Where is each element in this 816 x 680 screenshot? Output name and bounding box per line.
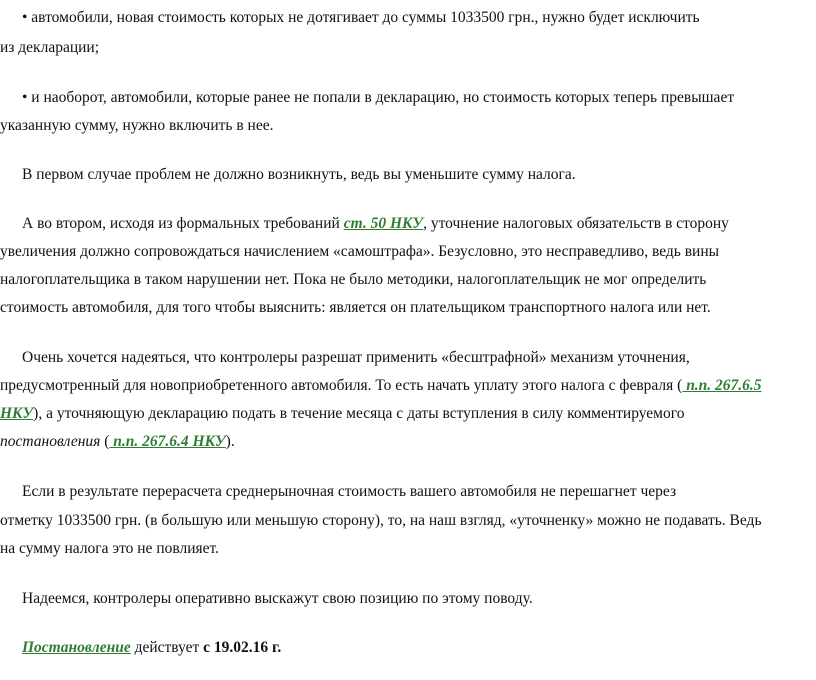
paragraph-5-line-2 [0, 376, 762, 396]
paragraph-5-line-1: Очень хочется надеяться, что контролеры разрешат применить «бесштрафной» механизм уточнения, [22, 349, 690, 366]
paragraph-4-line-2: увеличения должно сопровождаться начислением «самоштрафа». Безусловно, это несправедливо, ведь вины [0, 243, 720, 260]
paragraph-5-line-4 [0, 432, 235, 452]
paragraph-6-line-3: на сумму налога это не повлияет. [0, 540, 219, 557]
paragraph-6-line-2: отметку 1033500 грн. (в большую или меньшую сторону), то, на наш взгляд, «уточненку» можно не подавать. Ведь [0, 512, 762, 529]
link-nku-continued[interactable]: НКУ [0, 405, 34, 422]
link-article-50-nku[interactable]: ст. 50 НКУ [343, 215, 424, 232]
paragraph-6-line-1: Если в результате перерасчета среднерыночная стоимость вашего автомобиля не перешагнет через [22, 483, 677, 500]
paragraph-4-text-after-link: , уточнение налоговых обязательств в сторону [423, 215, 729, 232]
link-pp-267-6-4-nku[interactable]: п.п. 267.6.4 НКУ [109, 433, 226, 450]
paragraph-4-line-4: стоимость автомобиля, для того чтобы выяснить: является он плательщиком транспортного налога или нет. [0, 299, 711, 316]
paragraph-5-text-after-link: ), а уточняющую декларацию подать в течение месяца с даты вступления в силу комментируемого [33, 405, 685, 422]
paragraph-1-line-1: • автомобили, новая стоимость которых не дотягивает до суммы 1033500 грн., нужно будет исключить [22, 9, 700, 26]
paragraph-8-line-1 [22, 638, 281, 658]
paragraph-1-line-2: из декларации; [0, 39, 100, 56]
paragraph-4-line-3: налогоплательщика в таком нарушении нет. Пока не было методики, налогоплательщик не мог определить [0, 271, 707, 288]
paragraph-3-line-1: В первом случае проблем не должно возникнуть, ведь вы уменьшите сумму налога. [22, 166, 576, 183]
paragraph-7-line-1: Надеемся, контролеры оперативно выскажут свою позицию по этому поводу. [22, 590, 533, 607]
paragraph-5-open-paren: ( [100, 433, 110, 450]
effective-date: с 19.02.16 г. [203, 639, 282, 656]
italic-term-postanovlenie: постановления [0, 433, 101, 450]
paragraph-2-line-1: • и наоборот, автомобили, которые ранее не попали в декларацию, но стоимость которых теперь превышает [22, 89, 735, 106]
paragraph-8-text: действует [130, 639, 204, 656]
paragraph-4-line-1 [22, 214, 729, 234]
paragraph-4-text-before-link: А во втором, исходя из формальных требований [22, 215, 344, 232]
link-postanovlenie[interactable]: Постановление [22, 639, 131, 656]
paragraph-5-close-paren: ). [225, 433, 235, 450]
paragraph-2-line-2: указанную сумму, нужно включить в нее. [0, 117, 274, 134]
link-pp-267-6-5[interactable]: п.п. 267.6.5 [682, 377, 762, 394]
paragraph-5-line-3 [0, 404, 684, 424]
paragraph-5-text-before-link: предусмотренный для новоприобретенного автомобиля. То есть начать уплату этого налога с февраля ( [0, 377, 683, 394]
